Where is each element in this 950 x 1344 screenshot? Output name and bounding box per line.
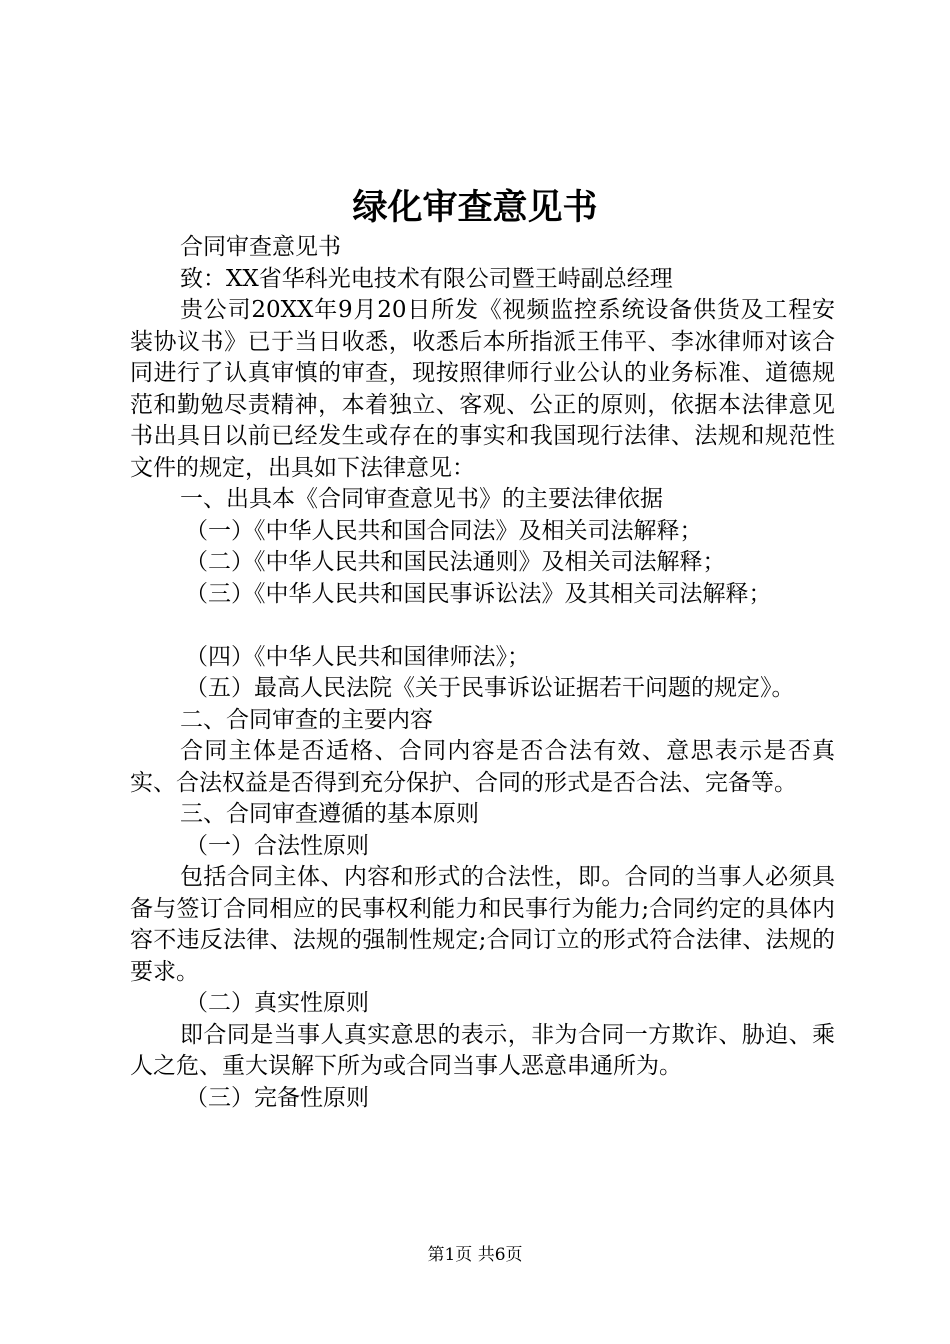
document-body (130, 232, 835, 1114)
page-number: 第1页 共6页 (427, 1245, 523, 1265)
paragraph-spacer (130, 610, 835, 642)
legal-basis-item-1: （一）《中华人民共和国合同法》及相关司法解释； (185, 517, 703, 544)
paragraph-heading: 合同审查意见书 (180, 234, 341, 260)
paragraph-legality: 包括合同主体、内容和形式的合法性，即。合同的当事人必须具备与签订合同相应的民事权利能力和民事行为能力;合同约定的具体内容不违反法律、法规的强制性规定;合同订立的形式符合法律、法规的要求。 (130, 864, 835, 985)
section-heading-3: 三、合同审查遵循的基本原则 (180, 801, 479, 827)
section-heading-2: 二、合同审查的主要内容 (180, 706, 433, 733)
legal-basis-item-2: （二）《中华人民共和国民法通则》及相关司法解释； (185, 549, 726, 575)
paragraph-intro: 贵公司20XX年9月20日所发《视频监控系统设备供货及工程安装协议书》已于当日收悉，收悉后本所指派王伟平、李冰律师对该合同进行了认真审慎的审查，现按照律师行业公认的业务标准、道德规范和勤勉尽责精神，本着独立、客观、公正的原则，依据本法律意见书出具日以前已经发生或存在的事实和我国现行法律、法规和规范性文件的规定，出具如下法律意见： (130, 297, 835, 481)
legal-basis-item-5: （五）最高人民法院《关于民事诉讼证据若干问题的规定》。 (185, 675, 795, 701)
principle-heading-3: （三）完备性原则 (185, 1084, 369, 1111)
paragraph-authenticity: 即合同是当事人真实意思的表示，非为合同一方欺诈、胁迫、乘人之危、重大误解下所为或合同当事人恶意串通所为。 (130, 1021, 835, 1079)
principle-heading-2: （二）真实性原则 (185, 990, 369, 1016)
principle-heading-1: （一）合法性原则 (185, 832, 369, 859)
paragraph-review-content: 合同主体是否适格、合同内容是否合法有效、意思表示是否真实、合法权益是否得到充分保护、合同的形式是否合法、完备等。 (130, 738, 835, 796)
paragraph-addressee: 致：XX省华科光电技术有限公司暨王峙副总经理 (180, 265, 673, 292)
section-heading-1: 一、出具本《合同审查意见书》的主要法律依据 (180, 486, 663, 512)
legal-basis-item-3: （三）《中华人民共和国民事诉讼法》及其相关司法解释； (185, 580, 772, 607)
document-title: 绿化审查意见书 (352, 187, 598, 228)
legal-basis-item-4: （四）《中华人民共和国律师法》； (185, 643, 530, 670)
